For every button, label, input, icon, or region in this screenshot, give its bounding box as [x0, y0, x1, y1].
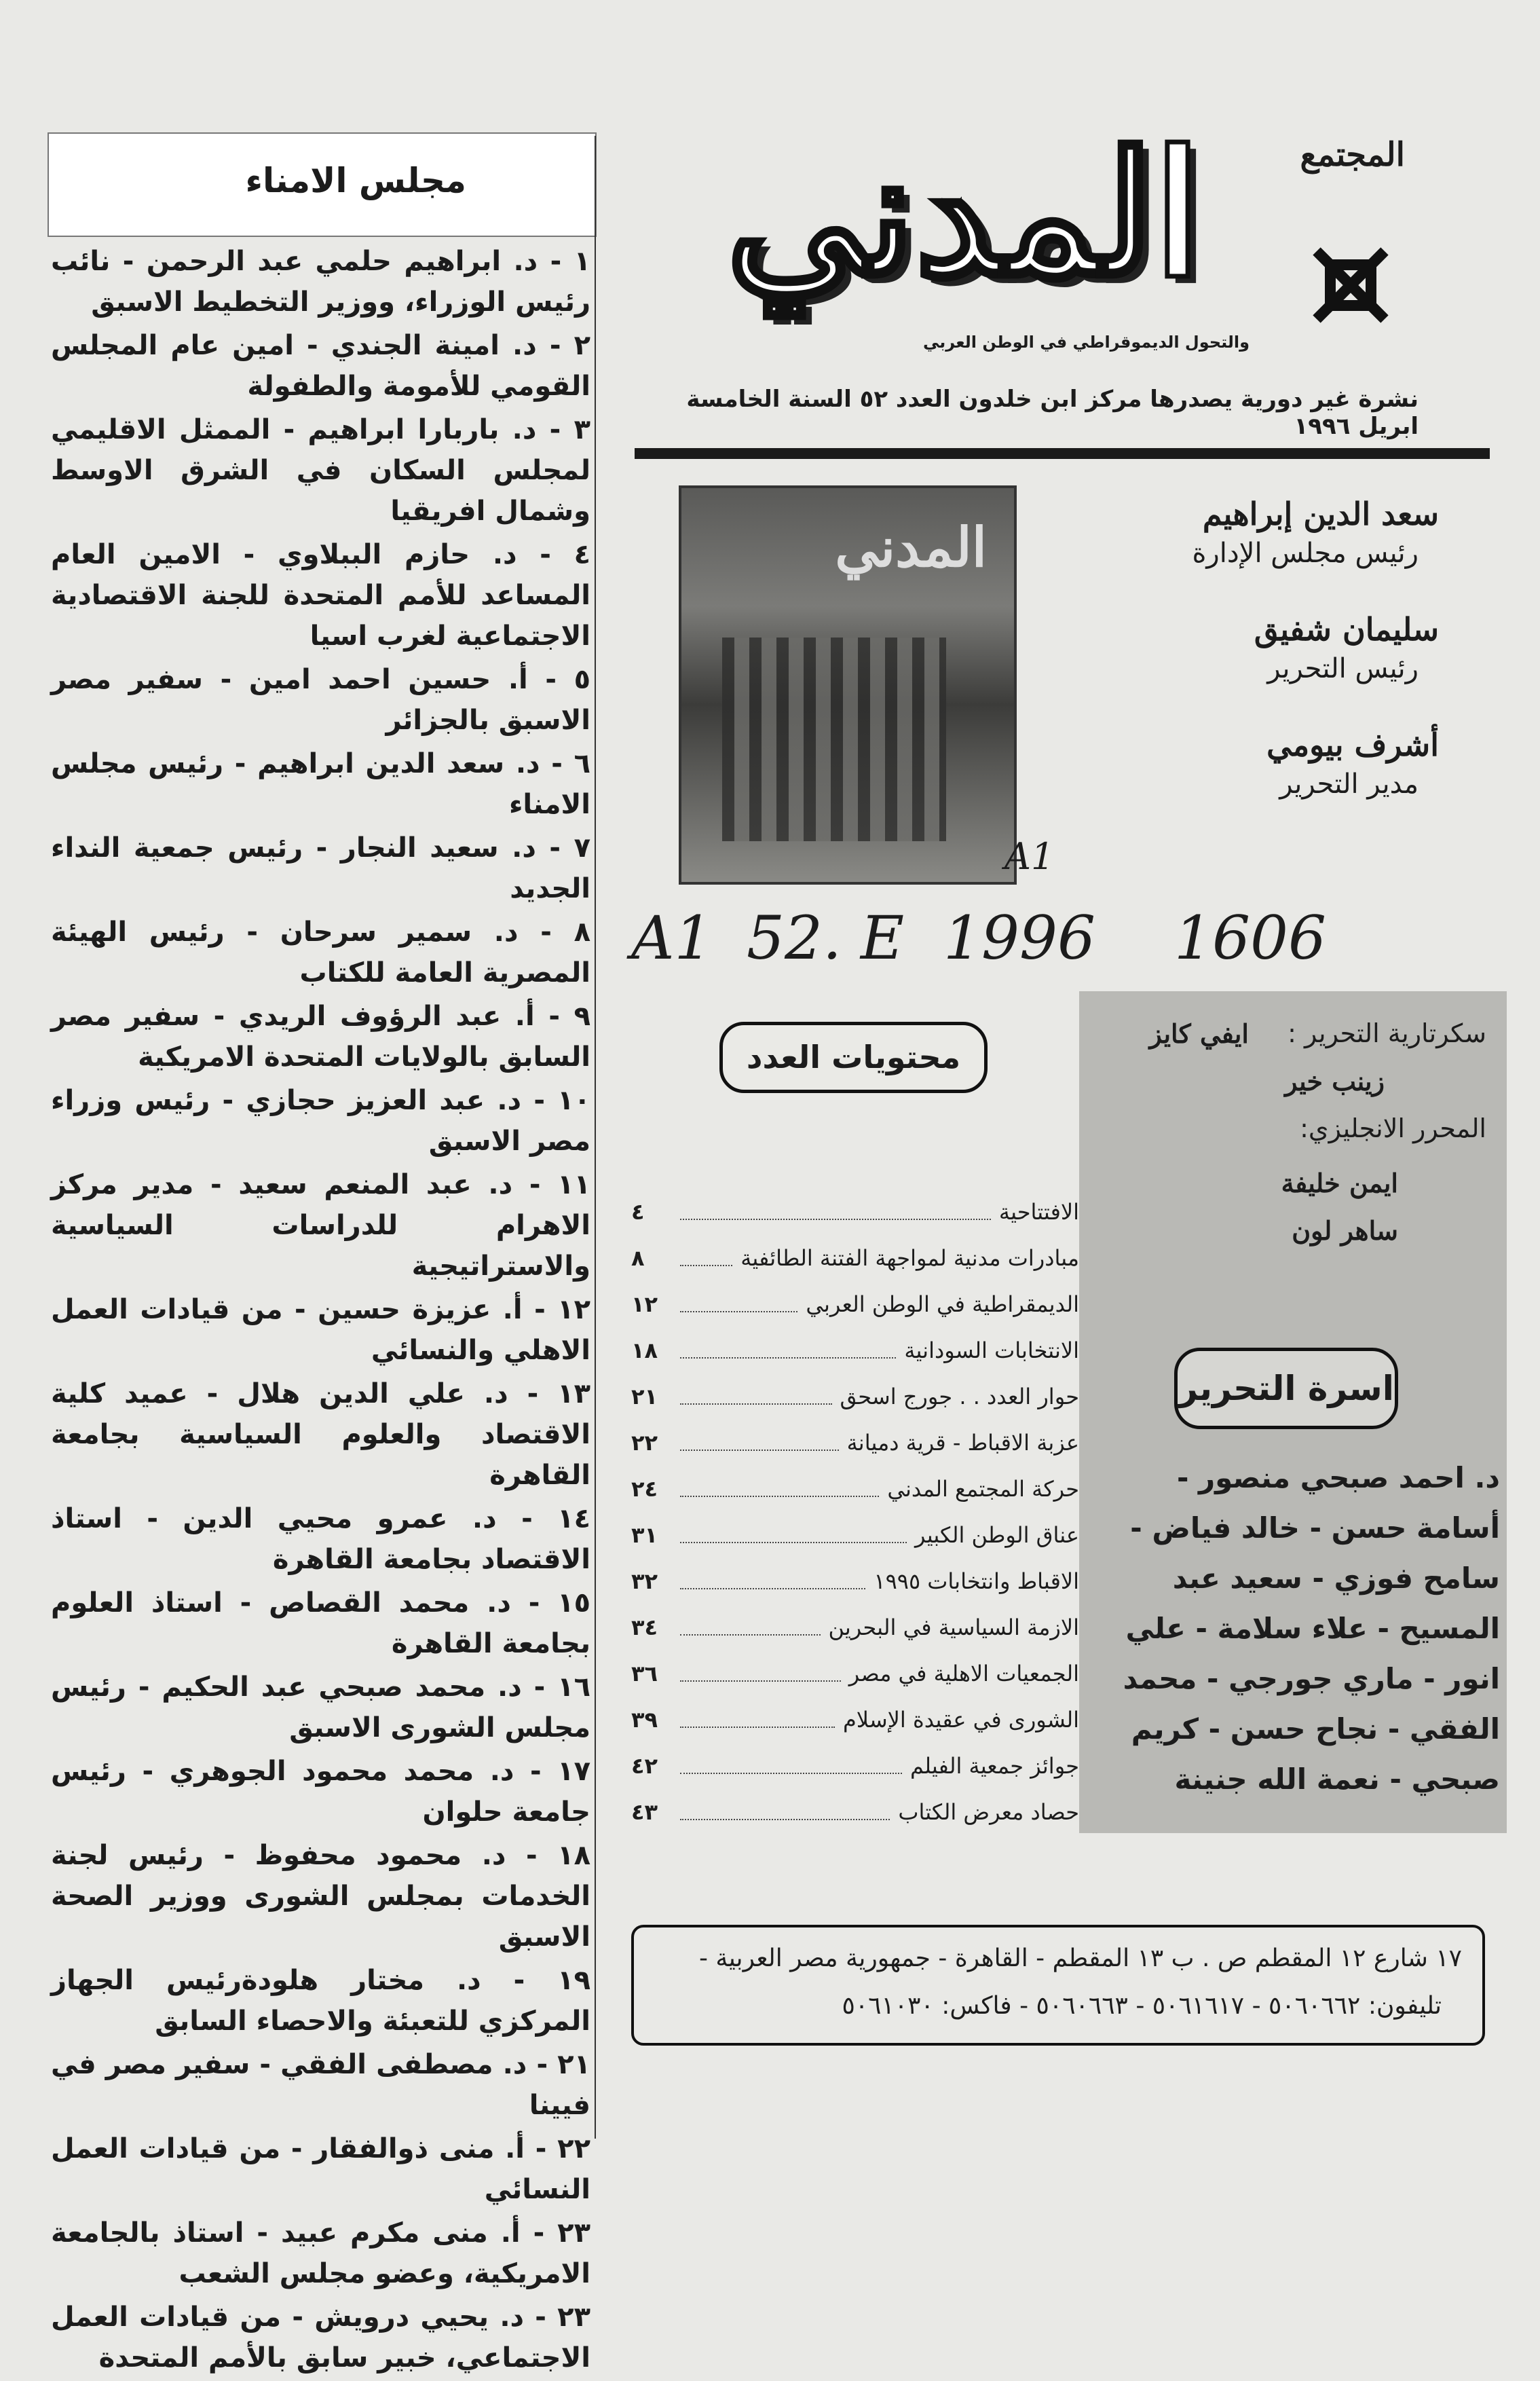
english-editor-label: المحرر الانجليزي:	[1300, 1113, 1486, 1143]
toc-leader	[680, 1665, 841, 1682]
toc-title: الجمعيات الاهلية في مصر	[848, 1661, 1079, 1686]
board-member: ٤ - د. حازم الببلاوي - الامين العام المساعد للأمم المتحدة للجنة الاقتصادية الاجتماعية لغرب اسيا	[51, 539, 590, 652]
toc-row	[631, 1376, 1079, 1417]
masthead-community: المجتمع	[1300, 136, 1405, 174]
secretariat-label: سكرتارية التحرير :	[1288, 1018, 1486, 1048]
toc-page: ٤٣	[631, 1799, 658, 1825]
cover-thumbnail	[679, 485, 1017, 885]
board-member: ٣ - د. باربارا ابراهيم - الممثل الاقليمي لمجلس السكان في الشرق الاوسط وشمال افريقيا	[51, 414, 590, 527]
toc-leader	[680, 1712, 835, 1728]
masthead-subtitle: والتحول الديموقراطي في الوطن العربي	[923, 333, 1250, 352]
board-member: ١٤ - د. عمرو محيي الدين - استاذ الاقتصاد بجامعة القاهرة	[51, 1503, 590, 1575]
board-member: ٧ - د. سعيد النجار - رئيس جمعية النداء الجديد	[51, 832, 590, 904]
board-member: ٢١ - د. مصطفى الفقي - سفير مصر في فيينا	[51, 2049, 590, 2121]
publication-info: نشرة غير دورية يصدرها مركز ابن خلدون العدد ٥٢ السنة الخامسة ابريل ١٩٩٦	[686, 386, 1419, 440]
toc-row	[631, 1192, 1079, 1232]
cover-title: المدني	[835, 515, 987, 579]
board-title: مجلس الامناء	[245, 161, 466, 200]
toc-page: ١٢	[631, 1291, 658, 1317]
english-editor-name: ايمن خليفة	[1281, 1168, 1398, 1198]
toc-leader	[680, 1388, 832, 1405]
toc-title: عزبة الاقباط - قرية دميانة	[846, 1430, 1079, 1456]
toc-leader	[680, 1250, 732, 1266]
toc-page: ٤	[631, 1199, 645, 1225]
board-member: ١٢ - أ. عزيزة حسين - من قيادات العمل الاهلي والنسائي	[51, 1294, 590, 1366]
toc-leader	[680, 1342, 896, 1359]
toc-leader	[680, 1481, 879, 1497]
toc-page: ٢٢	[631, 1430, 658, 1456]
toc-title: الافتتاحية	[998, 1199, 1079, 1225]
board-member: ١٨ - د. محمود محفوظ - رئيس لجنة الخدمات بمجلس الشورى ووزير الصحة الاسبق	[51, 1840, 590, 1953]
toc-title: الازمة السياسية في البحرين	[828, 1614, 1079, 1640]
address-box	[631, 1925, 1485, 2046]
board-member: ١٦ - د. محمد صبحي عبد الحكيم - رئيس مجلس الشورى الاسبق	[51, 1672, 590, 1743]
toc-row	[631, 1653, 1079, 1694]
toc-leader	[680, 1527, 907, 1543]
english-editor-name: ساهر لون	[1292, 1215, 1398, 1246]
staff-name: سعد الدين إبراهيم	[1202, 496, 1439, 532]
toc-title: الشورى في عقيدة الإسلام	[842, 1707, 1079, 1733]
toc-page: ٢٤	[631, 1476, 658, 1502]
board-members-list	[51, 241, 590, 2381]
toc-row	[631, 1561, 1079, 1602]
toc-page: ٢١	[631, 1384, 658, 1409]
handwritten-b: 52. E	[747, 903, 905, 973]
toc-row	[631, 1238, 1079, 1278]
handwritten-d: 1606	[1174, 903, 1326, 973]
editorial-family-title: اسرة التحرير	[1174, 1348, 1398, 1429]
toc-leader	[680, 1435, 839, 1451]
toc-page: ٣٤	[631, 1614, 658, 1640]
toc-row	[631, 1515, 1079, 1555]
toc-row	[631, 1699, 1079, 1740]
header-rule	[635, 448, 1490, 459]
toc-leader	[680, 1204, 991, 1220]
knot-logo-icon	[1303, 238, 1398, 333]
toc-title: الانتخابات السودانية	[904, 1337, 1079, 1363]
board-member: ١٩ - د. مختار هلودةرئيس الجهاز المركزي للتعبئة والاحصاء السابق	[51, 1965, 590, 2037]
board-member: ٩ - أ. عبد الرؤوف الريدي - سفير مصر السابق بالولايات المتحدة الامريكية	[51, 1001, 590, 1073]
toc-page: ٣٦	[631, 1661, 658, 1686]
toc-title: الاقباط وانتخابات ١٩٩٥	[874, 1568, 1079, 1594]
toc-row	[631, 1792, 1079, 1832]
secretariat-name: زينب خير	[1285, 1066, 1385, 1096]
board-title-box	[48, 132, 597, 237]
board-member: ١١ - د. عبد المنعم سعيد - مدير مركز الاهرام للدراسات السياسية والاستراتيجية	[51, 1169, 590, 1282]
board-member: ٥ - أ. حسين احمد امين - سفير مصر الاسبق بالجزائر	[51, 664, 590, 736]
toc-page: ٣٩	[631, 1707, 658, 1733]
toc-title: عناق الوطن الكبير	[915, 1522, 1079, 1548]
toc-title: حركة المجتمع المدني	[887, 1476, 1079, 1502]
board-member: ٢ - د. امينة الجندي - امين عام المجلس القومي للأمومة والطفولة	[51, 330, 590, 402]
staff-role: مدير التحرير	[1279, 769, 1419, 800]
toc-page: ١٨	[631, 1337, 658, 1363]
toc-title: جوائز جمعية الفيلم	[909, 1753, 1079, 1779]
toc-title: حوار العدد . . جورج اسحق	[840, 1384, 1079, 1409]
toc-title: حصاد معرض الكتاب	[898, 1799, 1079, 1825]
staff-role: رئيس التحرير	[1267, 653, 1419, 684]
staff-name: أشرف بيومي	[1266, 726, 1439, 763]
contents-title: محتويات العدد	[719, 1022, 988, 1093]
board-member: ١٧ - د. محمد محمود الجوهري - رئيس جامعة حلوان	[51, 1756, 590, 1828]
phone-fax-line: تليفون: ٥٠٦٠٦٦٢ - ٥٠٦١٦١٧ - ٥٠٦٠٦٦٣ - فاكس: ٥٠٦١٠٣٠	[842, 1992, 1442, 2020]
board-member: ١٣ - د. علي الدين هلال - عميد كلية الاقتصاد والعلوم السياسية بجامعة القاهرة	[51, 1378, 590, 1491]
staff-entry	[1038, 726, 1439, 800]
column-divider	[595, 136, 596, 2139]
board-member: ٨ - د. سمير سرحان - رئيس الهيئة المصرية العامة للكتاب	[51, 917, 590, 989]
toc-page: ٨	[631, 1245, 645, 1271]
staff-list	[1038, 496, 1439, 842]
staff-entry	[1038, 611, 1439, 684]
handwritten-c: 1996	[943, 903, 1095, 973]
toc-row	[631, 1422, 1079, 1463]
board-member: ٢٣ - أ. منى مكرم عبيد - استاذ بالجامعة الامريكية، وعضو مجلس الشعب	[51, 2217, 590, 2289]
toc-title: مبادرات مدنية لمواجهة الفتنة الطائفية	[740, 1245, 1079, 1271]
toc-leader	[680, 1296, 797, 1312]
cover-mark: A1	[1004, 835, 1055, 878]
toc-title: الديمقراطية في الوطن العربي	[806, 1291, 1079, 1317]
staff-role: رئيس مجلس الإدارة	[1192, 538, 1419, 569]
toc-leader	[680, 1758, 902, 1774]
board-member: ١٠ - د. عبد العزيز حجازي - رئيس وزراء مصر الاسبق	[51, 1085, 590, 1157]
toc-page: ٣١	[631, 1522, 658, 1548]
board-member: ٢٢ - أ. منى ذوالفقار - من قيادات العمل النسائي	[51, 2133, 590, 2205]
board-member: ١ - د. ابراهيم حلمي عبد الرحمن - نائب رئيس الوزراء، ووزير التخطيط الاسبق	[51, 246, 590, 318]
address-line: ١٧ شارع ١٢ المقطم ص . ب ١٣ المقطم - القاهرة - جمهورية مصر العربية -	[698, 1944, 1462, 1972]
staff-entry	[1038, 496, 1439, 569]
board-member: ١٥ - د. محمد القصاص - استاذ العلوم بجامعة القاهرة	[51, 1587, 590, 1659]
toc-row	[631, 1746, 1079, 1786]
masthead-title: المدني	[726, 114, 1201, 314]
toc-leader	[680, 1619, 821, 1636]
board-member: ٦ - د. سعد الدين ابراهيم - رئيس مجلس الامناء	[51, 748, 590, 820]
toc-leader	[680, 1804, 890, 1820]
toc-page: ٤٢	[631, 1753, 658, 1779]
toc-row	[631, 1469, 1079, 1509]
board-member: ٢٣ - د. يحيي درويش - من قيادات العمل الاجتماعي، خبير سابق بالأمم المتحدة	[51, 2302, 590, 2374]
editorial-family-members: د. احمد صبحي منصور - أسامة حسن - خالد فياض - سامح فوزي - سعيد عبد المسيح - علاء سلامة - علي انور - ماري جورجي - محمد الفقي - نجاح حسن - كريم صبحي - نعمة الله جنينة	[1123, 1461, 1500, 1796]
toc-row	[631, 1607, 1079, 1648]
handwritten-annotation	[631, 903, 1378, 978]
cover-photo	[722, 638, 946, 841]
staff-name: سليمان شفيق	[1254, 611, 1439, 648]
toc-row	[631, 1284, 1079, 1325]
secretariat-name: ايفي كايز	[1149, 1018, 1249, 1049]
toc-leader	[680, 1573, 865, 1589]
toc-row	[631, 1330, 1079, 1371]
handwritten-a: A1	[631, 903, 713, 973]
toc-page: ٣٢	[631, 1568, 658, 1594]
